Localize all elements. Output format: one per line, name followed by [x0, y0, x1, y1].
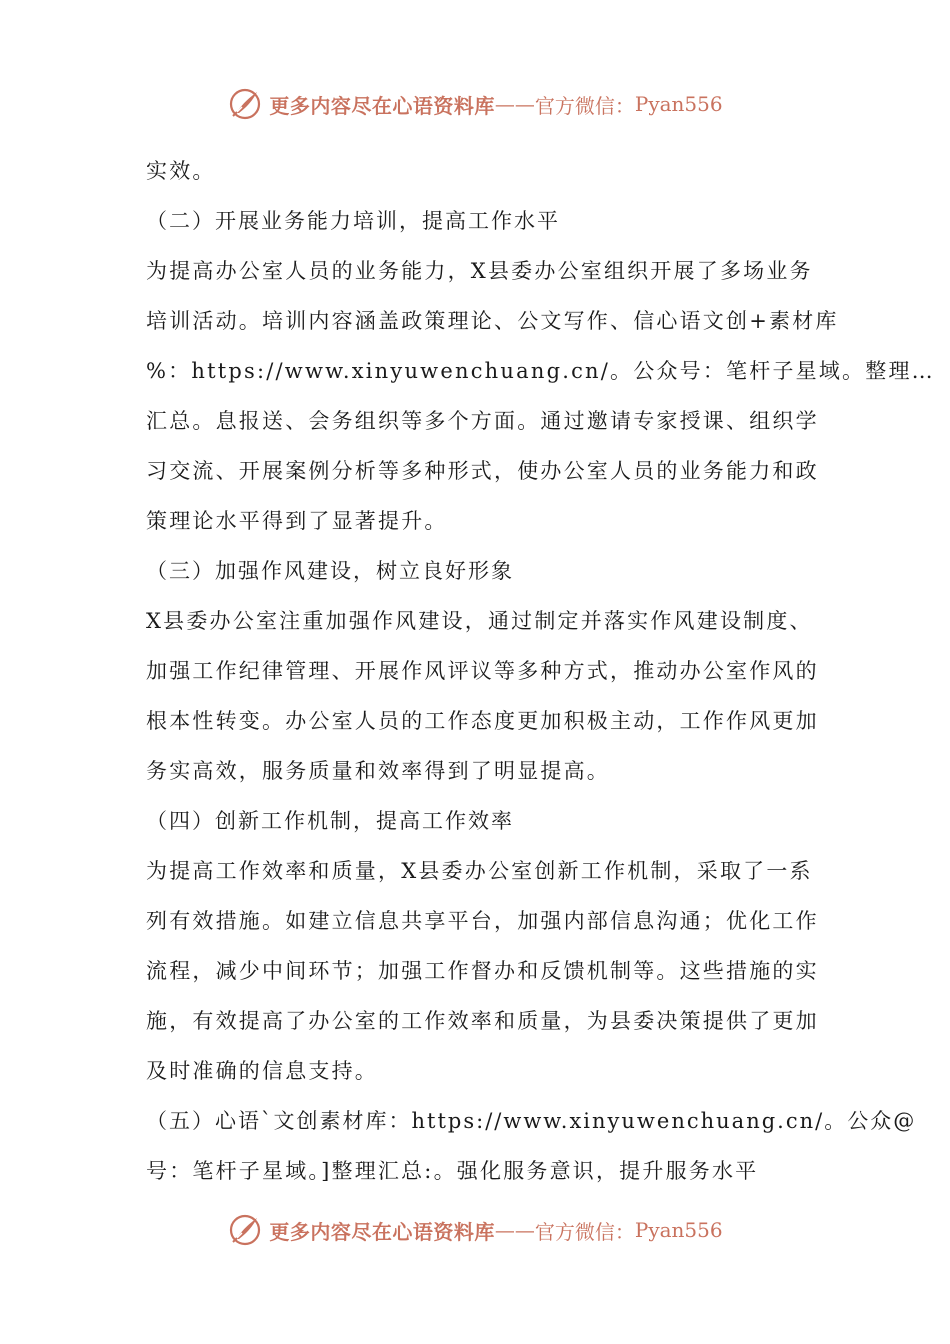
text-line: 为提高办公室人员的业务能力，X县委办公室组织开展了多场业务 [146, 259, 813, 283]
banner-contact-label: 官方微信： [534, 1219, 635, 1244]
banner-dash: —— [494, 92, 535, 116]
text-line: 施，有效提高了办公室的工作效率和质量，为县委决策提供了更加 [146, 1009, 819, 1033]
header-banner [0, 80, 950, 128]
text-line: 加强工作纪律管理、开展作风评议等多种方式，推动办公室作风的 [146, 659, 819, 683]
text-line: 实效。 [146, 159, 216, 183]
footer-banner [0, 1206, 950, 1254]
banner-dash: —— [494, 1218, 535, 1242]
text-line: 号：笔杆子星域。]整理汇总:。强化服务意识，提升服务水平 [146, 1159, 759, 1183]
text-line: 根本性转变。办公室人员的工作态度更加积极主动，工作作风更加 [146, 709, 819, 733]
text-line: 流程，减少中间环节；加强工作督办和反馈机制等。这些措施的实 [146, 959, 819, 983]
banner-site-text: 更多内容尽在心语资料库 [269, 1219, 495, 1244]
banner-contact-id: Pyan556 [634, 1218, 723, 1242]
text-line: 策理论水平得到了显著提升。 [146, 509, 448, 533]
text-line: 为提高工作效率和质量，X县委办公室创新工作机制，采取了一系 [146, 859, 813, 883]
text-line: 培训活动。培训内容涵盖政策理论、公文写作、信心语文创+素材库 [146, 309, 839, 333]
section-heading: （二）开展业务能力培训，提高工作水平 [146, 209, 560, 233]
section-heading: （三）加强作风建设，树立良好形象 [146, 559, 514, 583]
banner-site-text: 更多内容尽在心语资料库 [269, 93, 495, 118]
text-line: X县委办公室注重加强作风建设，通过制定并落实作风建设制度、 [146, 609, 813, 633]
section-heading: （四）创新工作机制，提高工作效率 [146, 809, 514, 833]
banner-contact-label: 官方微信： [534, 93, 635, 118]
section-heading: （五）心语`文创素材库：https://www.xinyuwenchuang.cn/。公众@ [146, 1109, 917, 1133]
quill-pen-logo-icon [227, 86, 263, 122]
text-line: 及时准确的信息支持。 [146, 1059, 378, 1083]
text-line: %：https://www.xinyuwenchuang.cn/。公众号：笔杆子星域。整理… [146, 359, 935, 383]
document-body [146, 146, 935, 1196]
text-line: 列有效措施。如建立信息共享平台，加强内部信息沟通；优化工作 [146, 909, 819, 933]
text-line: 习交流、开展案例分析等多种形式，使办公室人员的业务能力和政 [146, 459, 819, 483]
text-line: 务实高效，服务质量和效率得到了明显提高。 [146, 759, 610, 783]
quill-pen-logo-icon [227, 1212, 263, 1248]
text-line: 汇总。息报送、会务组织等多个方面。通过邀请专家授课、组织学 [146, 409, 819, 433]
banner-contact-id: Pyan556 [634, 92, 723, 116]
